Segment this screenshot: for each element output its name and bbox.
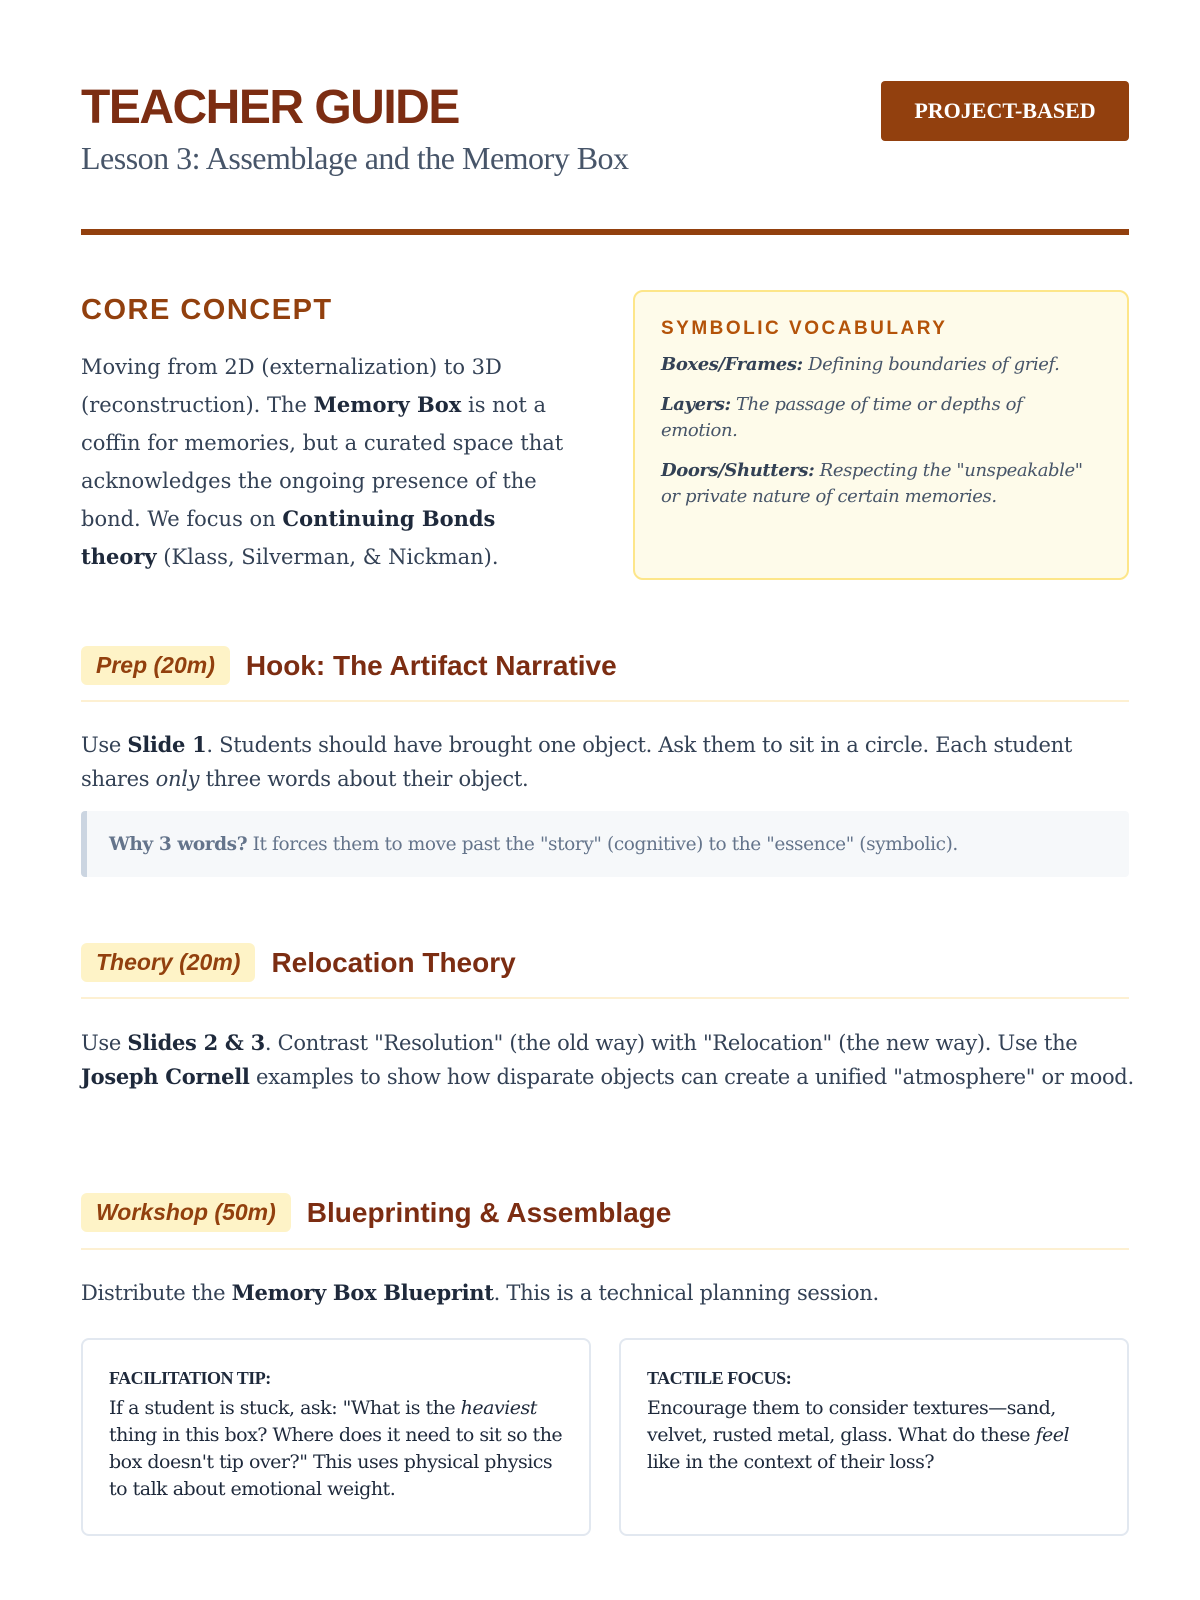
card-text: Encourage them to consider textures—sand, velvet, rusted metal, glass. What do these feel like in the context of their loss? <box>647 1397 1070 1473</box>
header-divider <box>81 229 1129 235</box>
section-divider <box>81 1248 1129 1250</box>
project-based-badge: PROJECT-BASED <box>881 81 1129 141</box>
core-concept-heading: CORE CONCEPT <box>81 294 333 326</box>
lesson-subtitle: Lesson 3: Assemblage and the Memory Box <box>81 140 629 176</box>
vocab-item: Boxes/Frames: Defining boundaries of grief. <box>661 354 1060 375</box>
section-text: Use Slides 2 & 3. Contrast "Resolution" (the old way) with "Relocation" (the new way). Use the Joseph Cornell examples to show how disparate objects can create a unified "atmosphere" or mood. <box>81 1030 1134 1089</box>
card-heading: TACTILE FOCUS: <box>647 1368 792 1388</box>
vocab-item: Layers: The passage of time or depths of emotion. <box>661 394 1023 441</box>
section-header-theory <box>81 943 516 982</box>
time-pill: Prep (20m) <box>81 646 230 685</box>
section-divider <box>81 997 1129 999</box>
tactile-focus-card <box>619 1338 1129 1536</box>
page-title: TEACHER GUIDE <box>81 81 459 134</box>
time-pill: Theory (20m) <box>81 943 255 982</box>
vocabulary-heading: SYMBOLIC VOCABULARY <box>661 318 948 339</box>
section-title: Relocation Theory <box>271 946 516 978</box>
symbolic-vocabulary-box <box>633 290 1129 580</box>
core-concept-text: Moving from 2D (externalization) to 3D (reconstruction). The Memory Box is not a coffin for memories, but a curated space that acknowledges the ongoing presence of the bond. We focus on Continuing Bonds theory (Klass, Silverman, & Nickman). <box>81 355 564 569</box>
section-text: Use Slide 1. Students should have brought one object. Ask them to sit in a circle. Each student shares only three words about their object. <box>81 732 1073 791</box>
section-text: Distribute the Memory Box Blueprint. This is a technical planning session. <box>81 1280 879 1305</box>
time-pill: Workshop (50m) <box>81 1193 291 1232</box>
section-header-workshop <box>81 1193 671 1232</box>
section-divider <box>81 700 1129 702</box>
vocab-item: Doors/Shutters: Respecting the "unspeakable" or private nature of certain memories. <box>661 460 1083 507</box>
section-header-prep <box>81 646 617 685</box>
why-three-words-callout: Why 3 words? It forces them to move past the "story" (cognitive) to the "essence" (symbolic). <box>81 811 1129 877</box>
facilitation-tip-card <box>81 1338 591 1536</box>
card-text: If a student is stuck, ask: "What is the heaviest thing in this box? Where does it need to sit so the box doesn't tip over?" This uses physical physics to talk about emotional weight. <box>109 1397 563 1500</box>
card-heading: FACILITATION TIP: <box>109 1368 271 1388</box>
section-title: Hook: The Artifact Narrative <box>245 649 617 681</box>
section-title: Blueprinting & Assemblage <box>306 1196 672 1228</box>
